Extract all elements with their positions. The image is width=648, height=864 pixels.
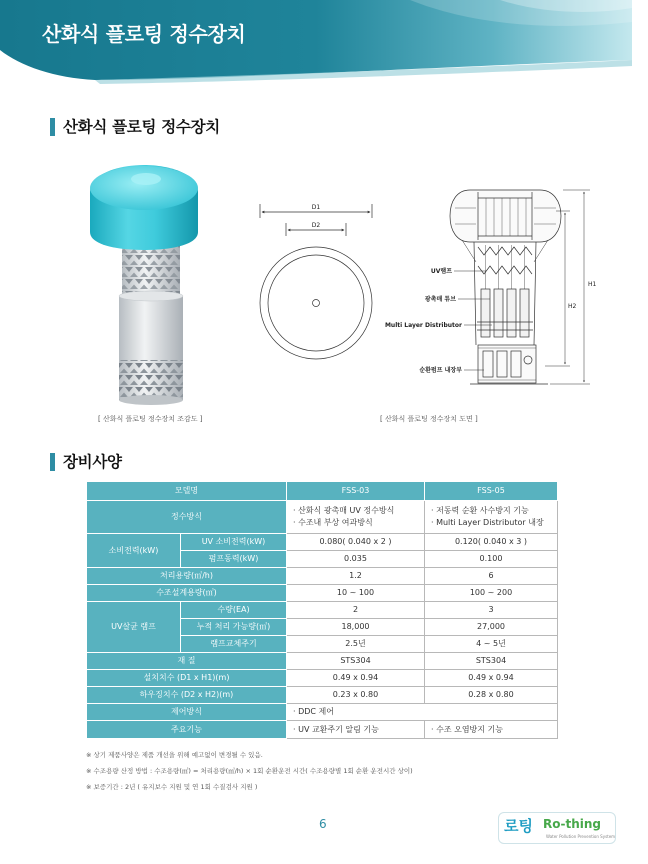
note-line: ※ 보증기간 : 2년 ( 유지보수 지원 및 연 1회 수질검사 지원 ) bbox=[86, 783, 258, 791]
page-number: 6 bbox=[319, 817, 327, 831]
cell-fss03: 0.49 x 0.94 bbox=[287, 670, 425, 687]
dimension-d1-label: D1 bbox=[311, 204, 321, 211]
cell-fss03 bbox=[287, 501, 425, 534]
cell-fss05: 0.28 x 0.80 bbox=[425, 687, 558, 704]
drawing-caption: [ 산화식 플로팅 정수장치 도면 ] bbox=[380, 415, 478, 423]
cell-fss03: · UV 교환주기 알림 기능 bbox=[287, 721, 425, 739]
float-cap bbox=[90, 165, 198, 250]
cell-fss03: 18,000 bbox=[287, 619, 425, 636]
row-label: 설치치수 (D1 x H1)(m) bbox=[87, 670, 287, 687]
model-fss03: FSS-03 bbox=[287, 482, 425, 501]
row-sublabel: 램프교체주기 bbox=[181, 636, 287, 653]
spec-table bbox=[86, 481, 558, 739]
section-view-drawing bbox=[450, 190, 590, 384]
middle-body bbox=[119, 291, 183, 362]
table-header-row bbox=[87, 482, 558, 501]
cell-fss05: 3 bbox=[425, 602, 558, 619]
row-sublabel: 펌프동력(kW) bbox=[181, 551, 287, 568]
section-bar bbox=[50, 453, 55, 471]
model-fss05: FSS-05 bbox=[425, 482, 558, 501]
cell-control: · DDC 제어 bbox=[287, 704, 558, 721]
cell-fss03: STS304 bbox=[287, 653, 425, 670]
cell-fss05: 0.100 bbox=[425, 551, 558, 568]
cell-fss05: · 수조 오염방지 기능 bbox=[425, 721, 558, 739]
brand-logo bbox=[498, 812, 616, 844]
cell-fss03: 10 ~ 100 bbox=[287, 585, 425, 602]
label-uv-lamp: UV램프 bbox=[430, 268, 452, 275]
row-label: 정수방식 bbox=[87, 501, 287, 534]
cell-line: · 산화식 광촉매 UV 정수방식 bbox=[293, 506, 395, 515]
row-label: 소비전력(kW) bbox=[87, 534, 181, 568]
section-bar bbox=[50, 118, 55, 136]
cell-fss03: 2 bbox=[287, 602, 425, 619]
table-row bbox=[87, 534, 558, 551]
cell-fss05: 4 ~ 5년 bbox=[425, 636, 558, 653]
cell-fss05: 0.120( 0.040 x 3 ) bbox=[425, 534, 558, 551]
cell-fss03: 0.080( 0.040 x 2 ) bbox=[287, 534, 425, 551]
logo-korean: 로팅 bbox=[504, 817, 533, 835]
label-distributor: Multi Layer Distributor bbox=[384, 322, 462, 329]
table-row bbox=[87, 501, 558, 534]
row-sublabel: 누적 처리 가능량(㎥) bbox=[181, 619, 287, 636]
cell-line: · Multi Layer Distributor 내장 bbox=[431, 518, 544, 527]
cell-fss03: 2.5년 bbox=[287, 636, 425, 653]
cell-line: · 저동력 순환 사수방지 기능 bbox=[431, 506, 529, 515]
row-label: 재 질 bbox=[87, 653, 287, 670]
table-row bbox=[87, 585, 558, 602]
perspective-caption: [ 산화식 플로팅 정수장치 조감도 ] bbox=[98, 415, 203, 423]
cell-fss03: 0.035 bbox=[287, 551, 425, 568]
note-line: ※ 수조용량 산정 방법 : 수조용량(㎥) = 처리용량(㎥/h) × 1회 순환운전 시간( 수조용량별 1회 순환 운전시간 상이) bbox=[86, 767, 413, 775]
table-row bbox=[87, 568, 558, 585]
table-row bbox=[87, 602, 558, 619]
section-heading-overview: 산화식 플로팅 정수장치 bbox=[63, 118, 220, 136]
table-row bbox=[87, 653, 558, 670]
technical-drawings bbox=[240, 180, 640, 395]
product-perspective-image bbox=[84, 158, 206, 408]
table-row bbox=[87, 687, 558, 704]
table-row bbox=[87, 721, 558, 739]
row-label: UV살균 램프 bbox=[87, 602, 181, 653]
cell-fss03: 0.23 x 0.80 bbox=[287, 687, 425, 704]
label-photocatalyst-tube: 광촉매 튜브 bbox=[424, 296, 456, 303]
dimension-d2-label: D2 bbox=[311, 222, 321, 229]
cell-fss05: 0.49 x 0.94 bbox=[425, 670, 558, 687]
cell-fss05 bbox=[425, 501, 558, 534]
row-label: 제어방식 bbox=[87, 704, 287, 721]
row-label: 하우징치수 (D2 x H2)(m) bbox=[87, 687, 287, 704]
row-label: 주요기능 bbox=[87, 721, 287, 739]
note-line: ※ 상기 제품사양은 제품 개선을 위해 예고없이 변경될 수 있음. bbox=[86, 751, 263, 759]
dimension-h1-label: H1 bbox=[588, 281, 597, 288]
cell-line: · 수조내 부상 여과방식 bbox=[293, 518, 373, 527]
cell-fss05: 6 bbox=[425, 568, 558, 585]
logo-english: Ro-thing bbox=[543, 817, 601, 831]
cell-fss03: 1.2 bbox=[287, 568, 425, 585]
section-heading-specs: 장비사양 bbox=[63, 453, 122, 471]
row-label: 처리용량(㎥/h) bbox=[87, 568, 287, 585]
table-row bbox=[87, 704, 558, 721]
page-title: 산화식 플로팅 정수장치 bbox=[42, 22, 246, 46]
table-row bbox=[87, 670, 558, 687]
lower-cage bbox=[119, 360, 183, 405]
row-sublabel: UV 소비전력(kW) bbox=[181, 534, 287, 551]
model-label: 모델명 bbox=[87, 482, 287, 501]
cell-fss05: 27,000 bbox=[425, 619, 558, 636]
dimension-h2-label: H2 bbox=[568, 303, 577, 310]
logo-tagline: Water Pollution Prevention System bbox=[546, 834, 616, 839]
row-label: 수조설계용량(㎥) bbox=[87, 585, 287, 602]
cell-fss05: 100 ~ 200 bbox=[425, 585, 558, 602]
row-sublabel: 수량(EA) bbox=[181, 602, 287, 619]
cell-fss05: STS304 bbox=[425, 653, 558, 670]
label-pump-housing: 순환펌프 내장부 bbox=[419, 367, 462, 374]
